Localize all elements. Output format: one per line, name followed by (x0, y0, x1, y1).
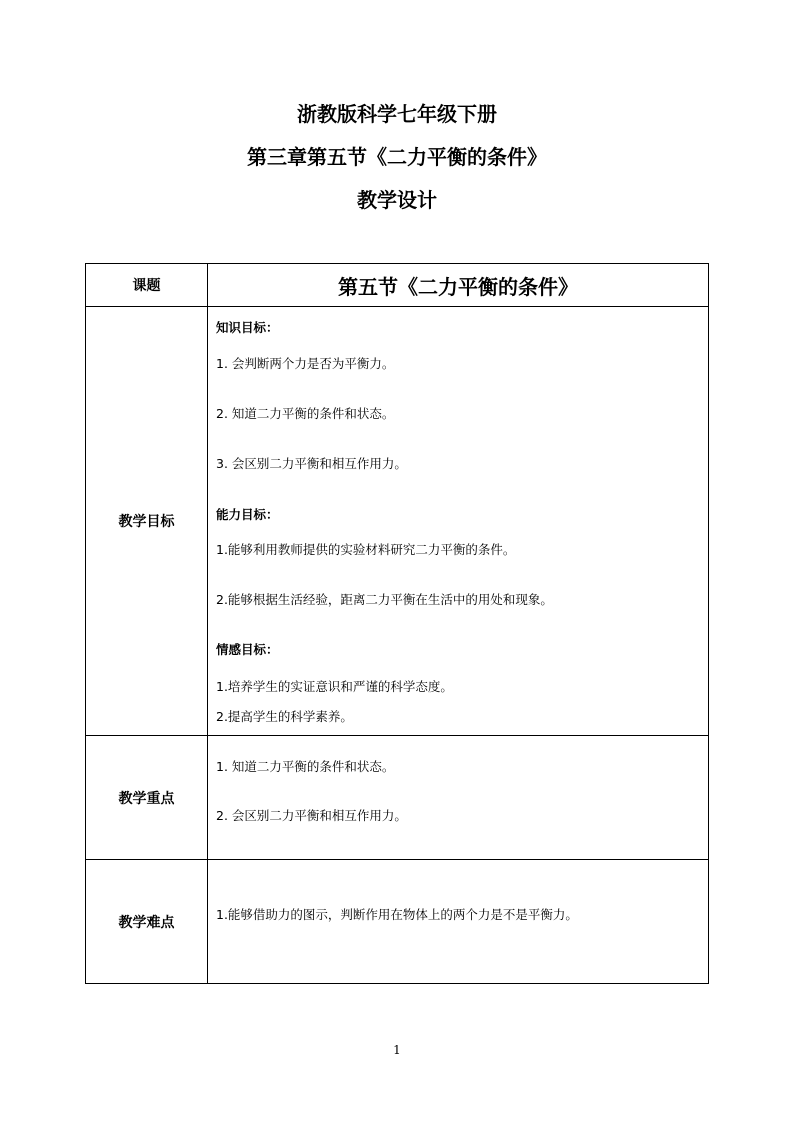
table-row-key-points (86, 736, 709, 860)
table-row-topic (86, 264, 709, 307)
topic-label: 课题 (86, 264, 208, 307)
key-points-content (208, 736, 709, 860)
lesson-plan-table (85, 263, 709, 984)
topic-value: 第五节《二力平衡的条件》 (208, 264, 709, 307)
ability-item: 2.能够根据生活经验，距离二力平衡在生活中的用处和现象。 (216, 592, 553, 607)
page-number: 1 (393, 1043, 401, 1057)
title-line-1: 浙教版科学七年级下册 (297, 102, 497, 126)
key-point-item: 1. 知道二力平衡的条件和状态。 (216, 759, 395, 774)
table-row-goals (86, 307, 709, 736)
ability-heading: 能力目标： (216, 507, 279, 522)
goals-label: 教学目标 (86, 307, 208, 736)
emotion-heading: 情感目标： (216, 642, 279, 657)
title-line-2: 第三章第五节《二力平衡的条件》 (247, 145, 547, 169)
ability-item: 1.能够利用教师提供的实验材料研究二力平衡的条件。 (216, 542, 516, 557)
emotion-item: 2.提高学生的科学素养。 (216, 709, 353, 724)
knowledge-item: 3. 会区别二力平衡和相互作用力。 (216, 456, 407, 471)
knowledge-item: 2. 知道二力平衡的条件和状态。 (216, 406, 395, 421)
knowledge-heading: 知识目标： (216, 320, 279, 335)
goals-content (208, 307, 709, 736)
key-point-item: 2. 会区别二力平衡和相互作用力。 (216, 808, 407, 823)
title-line-3: 教学设计 (357, 188, 437, 212)
table-row-difficulty (86, 860, 709, 984)
document-title (0, 104, 794, 210)
difficulty-item: 1.能够借助力的图示，判断作用在物体上的两个力是不是平衡力。 (216, 907, 578, 922)
difficulty-label: 教学难点 (86, 860, 208, 984)
emotion-item: 1.培养学生的实证意识和严谨的科学态度。 (216, 679, 453, 694)
knowledge-item: 1. 会判断两个力是否为平衡力。 (216, 356, 395, 371)
key-points-label: 教学重点 (86, 736, 208, 860)
difficulty-content (208, 860, 709, 984)
